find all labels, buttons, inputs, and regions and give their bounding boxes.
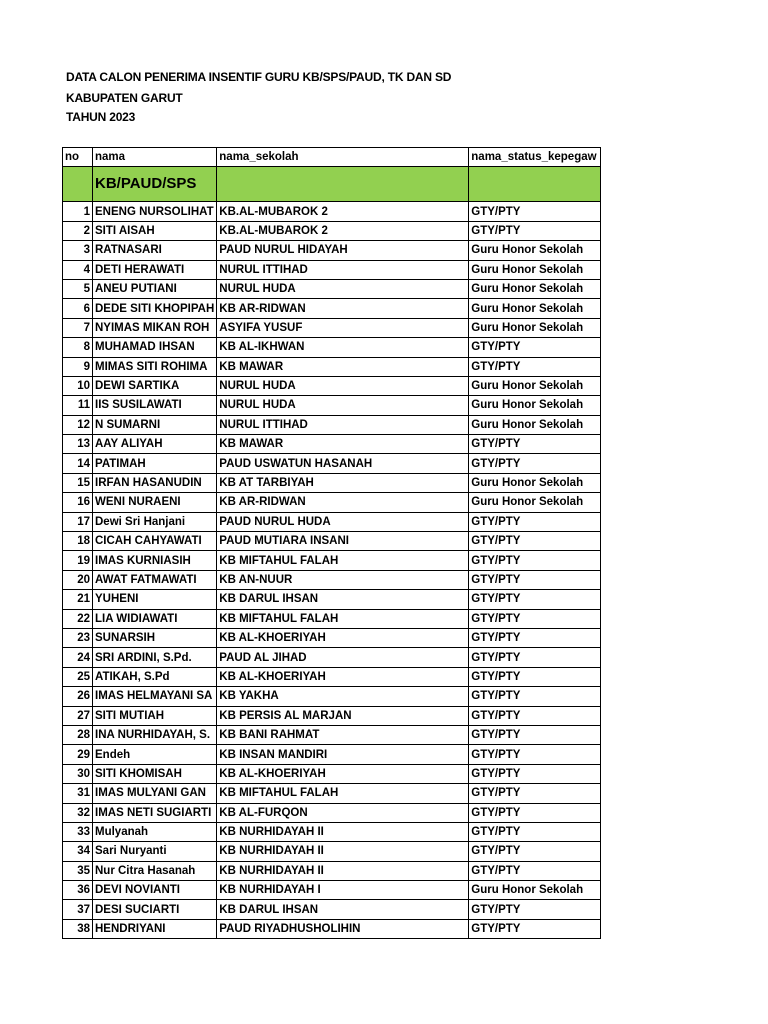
cell-no[interactable]: 10 [63,376,93,395]
cell-status[interactable]: Guru Honor Sekolah [469,299,601,318]
cell-nama-sekolah[interactable]: KB AR-RIDWAN [217,493,469,512]
cell-nama-sekolah[interactable]: KB AL-KHOERIYAH [217,764,469,783]
table-row [63,396,601,415]
section-label[interactable]: KB/PAUD/SPS [93,167,217,202]
cell-status[interactable]: GTY/PTY [469,551,601,570]
cell-nama[interactable]: PATIMAH [93,454,217,473]
table-row [63,551,601,570]
cell-status[interactable]: GTY/PTY [469,667,601,686]
cell-status[interactable]: GTY/PTY [469,687,601,706]
cell-no[interactable]: 21 [63,590,93,609]
cell-nama[interactable]: HENDRIYANI [93,919,217,938]
cell-nama[interactable]: ANEU PUTIANI [93,279,217,298]
cell-nama[interactable]: IRFAN HASANUDIN [93,473,217,492]
column-header-status[interactable]: nama_status_kepegaw [469,148,601,167]
cell-no[interactable]: 6 [63,299,93,318]
cell-no[interactable]: 26 [63,687,93,706]
cell-no[interactable]: 2 [63,221,93,240]
cell-no[interactable]: 35 [63,861,93,880]
column-header-nama-sekolah[interactable]: nama_sekolah [217,148,469,167]
cell-nama-sekolah[interactable]: KB MIFTAHUL FALAH [217,609,469,628]
table-row [63,415,601,434]
cell-status[interactable]: Guru Honor Sekolah [469,376,601,395]
cell-nama-sekolah[interactable]: KB MIFTAHUL FALAH [217,551,469,570]
table-row [63,648,601,667]
cell-nama[interactable]: NYIMAS MIKAN ROH [93,318,217,337]
cell-nama-sekolah[interactable]: PAUD NURUL HUDA [217,512,469,531]
cell-nama-sekolah[interactable]: KB PERSIS AL MARJAN [217,706,469,725]
cell-no[interactable]: 15 [63,473,93,492]
cell-nama[interactable]: SITI KHOMISAH [93,764,217,783]
cell-nama[interactable]: SRI ARDINI, S.Pd. [93,648,217,667]
cell-no[interactable]: 24 [63,648,93,667]
cell-no[interactable]: 12 [63,415,93,434]
cell-nama-sekolah[interactable]: KB BANI RAHMAT [217,725,469,744]
cell-no[interactable]: 23 [63,628,93,647]
cell-nama-sekolah[interactable]: PAUD AL JIHAD [217,648,469,667]
table-row [63,338,601,357]
cell-status[interactable]: GTY/PTY [469,590,601,609]
cell-no[interactable]: 31 [63,784,93,803]
cell-nama[interactable]: Endeh [93,745,217,764]
cell-status[interactable]: GTY/PTY [469,338,601,357]
cell-status[interactable]: GTY/PTY [469,628,601,647]
table-row [63,725,601,744]
cell-status[interactable]: GTY/PTY [469,919,601,938]
cell-nama[interactable]: DEWI SARTIKA [93,376,217,395]
table-row [63,202,601,221]
cell-nama-sekolah[interactable]: KB NURHIDAYAH II [217,842,469,861]
cell-nama[interactable]: DETI HERAWATI [93,260,217,279]
cell-nama-sekolah[interactable]: KB AL-FURQON [217,803,469,822]
cell-nama[interactable]: YUHENI [93,590,217,609]
cell-no[interactable]: 7 [63,318,93,337]
cell-no[interactable]: 5 [63,279,93,298]
cell-status[interactable]: GTY/PTY [469,609,601,628]
cell-nama[interactable]: RATNASARI [93,241,217,260]
header-row [63,148,601,167]
cell-status[interactable]: Guru Honor Sekolah [469,318,601,337]
cell-nama-sekolah[interactable]: NURUL HUDA [217,279,469,298]
table-row [63,570,601,589]
table-row [63,900,601,919]
teacher-incentive-table [62,147,601,939]
cell-nama[interactable]: Nur Citra Hasanah [93,861,217,880]
cell-no[interactable]: 33 [63,822,93,841]
cell-status[interactable]: GTY/PTY [469,764,601,783]
table-row [63,357,601,376]
cell-no[interactable]: 28 [63,725,93,744]
table-row [63,764,601,783]
cell-nama-sekolah[interactable]: KB AT TARBIYAH [217,473,469,492]
cell-status[interactable]: GTY/PTY [469,435,601,454]
cell-no[interactable]: 17 [63,512,93,531]
cell-nama[interactable]: SUNARSIH [93,628,217,647]
table-row [63,919,601,938]
cell-nama[interactable]: IMAS KURNIASIH [93,551,217,570]
cell-nama-sekolah[interactable]: ASYIFA YUSUF [217,318,469,337]
table-row [63,299,601,318]
table-row [63,318,601,337]
cell-no[interactable]: 9 [63,357,93,376]
section-cell-empty[interactable] [63,167,93,202]
cell-nama-sekolah[interactable]: KB MAWAR [217,357,469,376]
cell-nama-sekolah[interactable]: KB.AL-MUBAROK 2 [217,221,469,240]
cell-no[interactable]: 3 [63,241,93,260]
cell-nama-sekolah[interactable]: KB MIFTAHUL FALAH [217,784,469,803]
table-row [63,803,601,822]
cell-nama[interactable]: INA NURHIDAYAH, S. [93,725,217,744]
cell-status[interactable]: Guru Honor Sekolah [469,473,601,492]
column-header-no[interactable]: no [63,148,93,167]
cell-nama[interactable]: Dewi Sri Hanjani [93,512,217,531]
cell-no[interactable]: 22 [63,609,93,628]
cell-nama[interactable]: IMAS HELMAYANI SA [93,687,217,706]
cell-no[interactable]: 18 [63,532,93,551]
cell-nama[interactable]: IMAS MULYANI GAN [93,784,217,803]
cell-nama-sekolah[interactable]: KB.AL-MUBAROK 2 [217,202,469,221]
cell-status[interactable]: Guru Honor Sekolah [469,415,601,434]
cell-no[interactable]: 37 [63,900,93,919]
table-row [63,512,601,531]
cell-no[interactable]: 14 [63,454,93,473]
cell-nama-sekolah[interactable]: KB AL-KHOERIYAH [217,628,469,647]
cell-nama-sekolah[interactable]: KB NURHIDAYAH I [217,881,469,900]
cell-nama-sekolah[interactable]: KB MAWAR [217,435,469,454]
section-cell-empty[interactable] [469,167,601,202]
cell-no[interactable]: 8 [63,338,93,357]
column-header-nama[interactable]: nama [93,148,217,167]
cell-nama[interactable]: MIMAS SITI ROHIMA [93,357,217,376]
cell-status[interactable]: GTY/PTY [469,532,601,551]
cell-nama-sekolah[interactable]: KB AL-IKHWAN [217,338,469,357]
cell-status[interactable]: GTY/PTY [469,454,601,473]
cell-no[interactable]: 38 [63,919,93,938]
cell-no[interactable]: 13 [63,435,93,454]
cell-nama-sekolah[interactable]: PAUD MUTIARA INSANI [217,532,469,551]
cell-no[interactable]: 16 [63,493,93,512]
table-row [63,822,601,841]
cell-nama-sekolah[interactable]: PAUD RIYADHUSHOLIHIN [217,919,469,938]
cell-status[interactable]: GTY/PTY [469,221,601,240]
cell-no[interactable]: 1 [63,202,93,221]
cell-status[interactable]: Guru Honor Sekolah [469,241,601,260]
cell-no[interactable]: 30 [63,764,93,783]
table-row [63,861,601,880]
cell-no[interactable]: 27 [63,706,93,725]
table-row [63,590,601,609]
cell-nama[interactable]: ATIKAH, S.Pd [93,667,217,686]
table-row [63,473,601,492]
cell-nama[interactable]: WENI NURAENI [93,493,217,512]
table-row [63,260,601,279]
table-row [63,745,601,764]
cell-nama[interactable]: MUHAMAD IHSAN [93,338,217,357]
cell-status[interactable]: Guru Honor Sekolah [469,279,601,298]
table-row [63,241,601,260]
cell-nama-sekolah[interactable]: NURUL ITTIHAD [217,260,469,279]
cell-nama-sekolah[interactable]: NURUL HUDA [217,376,469,395]
table-row [63,706,601,725]
cell-nama-sekolah[interactable]: PAUD USWATUN HASANAH [217,454,469,473]
section-row [63,167,601,202]
cell-nama[interactable]: LIA WIDIAWATI [93,609,217,628]
cell-nama-sekolah[interactable]: KB AN-NUUR [217,570,469,589]
table-row [63,376,601,395]
cell-nama-sekolah[interactable]: KB NURHIDAYAH II [217,822,469,841]
cell-status[interactable]: GTY/PTY [469,648,601,667]
cell-nama[interactable]: SITI AISAH [93,221,217,240]
table-row [63,842,601,861]
table-row [63,221,601,240]
cell-nama-sekolah[interactable]: NURUL HUDA [217,396,469,415]
cell-nama[interactable]: Mulyanah [93,822,217,841]
cell-nama-sekolah[interactable]: KB DARUL IHSAN [217,590,469,609]
table-row [63,532,601,551]
cell-status[interactable]: Guru Honor Sekolah [469,881,601,900]
cell-status[interactable]: GTY/PTY [469,357,601,376]
cell-status[interactable]: GTY/PTY [469,861,601,880]
cell-no[interactable]: 19 [63,551,93,570]
cell-nama[interactable]: IMAS NETI SUGIARTI [93,803,217,822]
table-row [63,687,601,706]
table-row [63,454,601,473]
cell-status[interactable]: Guru Honor Sekolah [469,493,601,512]
cell-status[interactable]: GTY/PTY [469,570,601,589]
cell-status[interactable]: GTY/PTY [469,900,601,919]
cell-nama[interactable]: ENENG NURSOLIHAT [93,202,217,221]
cell-status[interactable]: GTY/PTY [469,512,601,531]
table-row [63,493,601,512]
cell-nama[interactable]: IIS SUSILAWATI [93,396,217,415]
cell-status[interactable]: GTY/PTY [469,725,601,744]
cell-nama[interactable]: AWAT FATMAWATI [93,570,217,589]
cell-nama[interactable]: Sari Nuryanti [93,842,217,861]
cell-nama[interactable]: DEDE SITI KHOPIPAH [93,299,217,318]
cell-no[interactable]: 20 [63,570,93,589]
cell-no[interactable]: 29 [63,745,93,764]
cell-status[interactable]: Guru Honor Sekolah [469,260,601,279]
cell-status[interactable]: GTY/PTY [469,706,601,725]
section-cell-empty[interactable] [217,167,469,202]
cell-nama-sekolah[interactable]: KB INSAN MANDIRI [217,745,469,764]
cell-status[interactable]: GTY/PTY [469,202,601,221]
table-row [63,784,601,803]
cell-no[interactable]: 11 [63,396,93,415]
cell-nama[interactable]: CICAH CAHYAWATI [93,532,217,551]
table-row [63,881,601,900]
cell-nama-sekolah[interactable]: KB NURHIDAYAH II [217,861,469,880]
cell-nama-sekolah[interactable]: NURUL ITTIHAD [217,415,469,434]
cell-no[interactable]: 32 [63,803,93,822]
cell-status[interactable]: GTY/PTY [469,822,601,841]
cell-nama-sekolah[interactable]: KB AL-KHOERIYAH [217,667,469,686]
cell-no[interactable]: 25 [63,667,93,686]
document-title: DATA CALON PENERIMA INSENTIF GURU KB/SPS/PAUD, TK DAN SD [66,70,452,84]
cell-nama-sekolah[interactable]: PAUD NURUL HIDAYAH [217,241,469,260]
cell-nama-sekolah[interactable]: KB DARUL IHSAN [217,900,469,919]
cell-nama[interactable]: N SUMARNI [93,415,217,434]
cell-no[interactable]: 4 [63,260,93,279]
cell-status[interactable]: GTY/PTY [469,784,601,803]
table-row [63,628,601,647]
cell-nama[interactable]: DEVI NOVIANTI [93,881,217,900]
cell-status[interactable]: GTY/PTY [469,745,601,764]
cell-nama[interactable]: AAY ALIYAH [93,435,217,454]
table-row [63,279,601,298]
table-row [63,609,601,628]
cell-nama[interactable]: DESI SUCIARTI [93,900,217,919]
cell-no[interactable]: 34 [63,842,93,861]
document-subtitle-year: TAHUN 2023 [66,110,136,124]
cell-nama-sekolah[interactable]: KB AR-RIDWAN [217,299,469,318]
document-subtitle-region: KABUPATEN GARUT [66,91,183,105]
cell-nama[interactable]: SITI MUTIAH [93,706,217,725]
table-row [63,667,601,686]
cell-status[interactable]: GTY/PTY [469,803,601,822]
cell-status[interactable]: Guru Honor Sekolah [469,396,601,415]
cell-status[interactable]: GTY/PTY [469,842,601,861]
table-row [63,435,601,454]
cell-nama-sekolah[interactable]: KB YAKHA [217,687,469,706]
cell-no[interactable]: 36 [63,881,93,900]
